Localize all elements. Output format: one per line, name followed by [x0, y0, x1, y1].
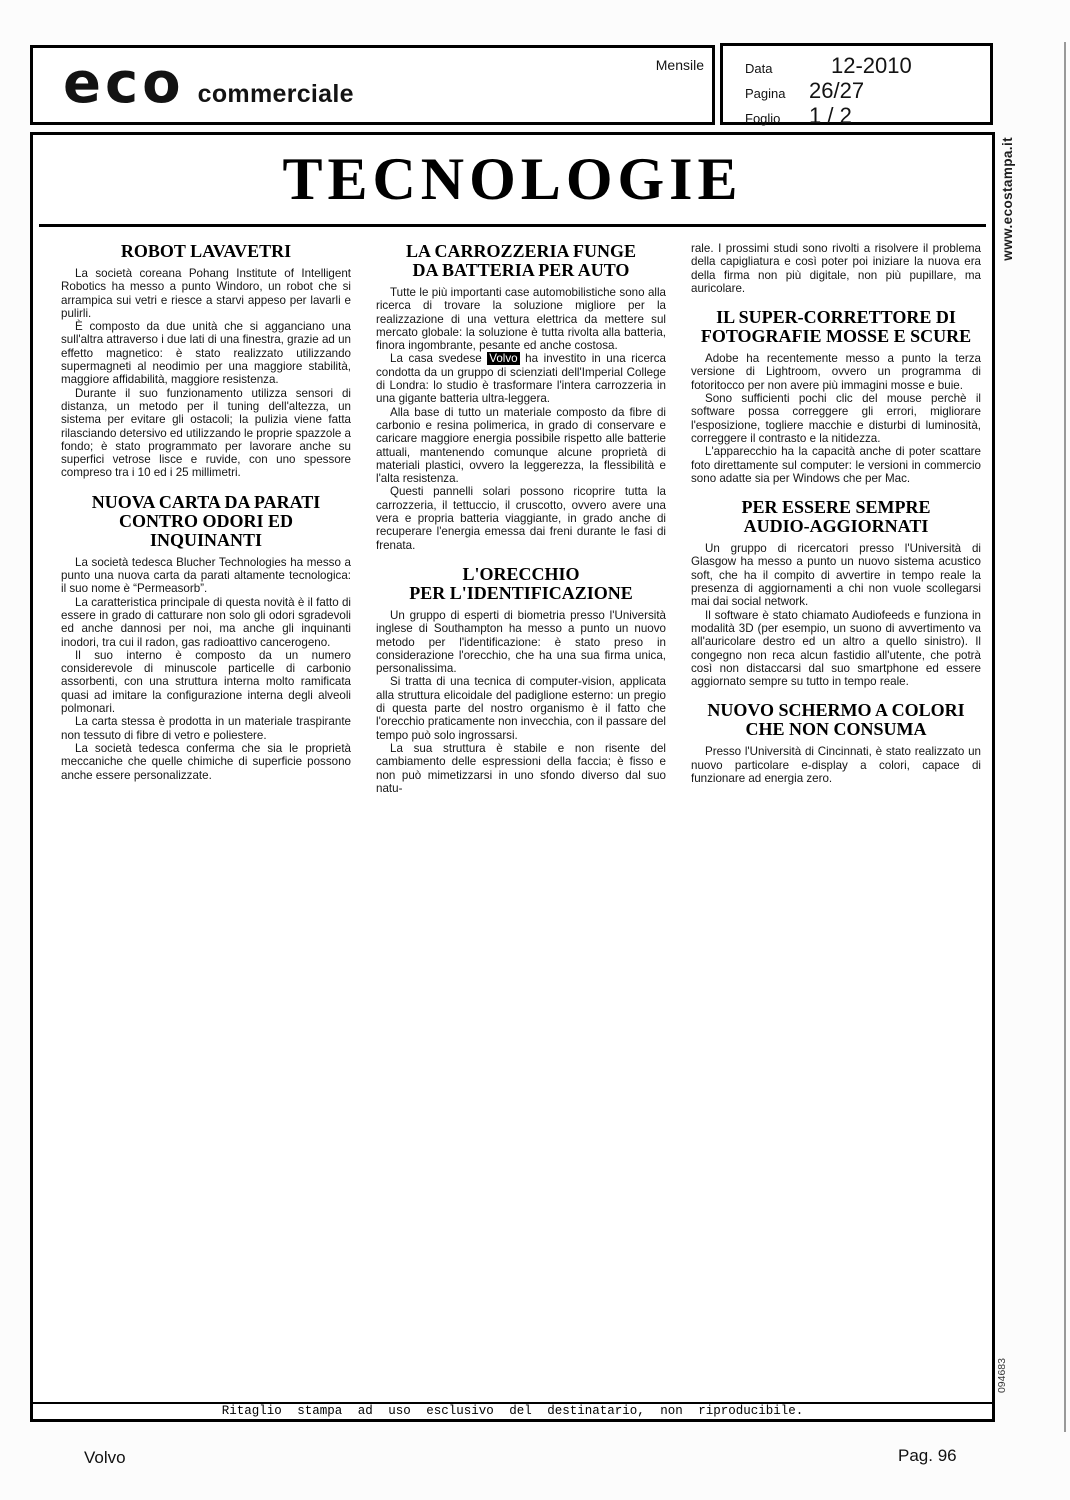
- article-paragraph: È composto da due unità che si agganciano una sull'altra attraverso i due lati di una finestra, grazie ad un effetto magnetico: è stato realizzato utilizzando supermagneti al neodimio per una maggiore stabilità, maggiore affidabilità, maggiore resistenza.: [61, 320, 351, 387]
- article-paragraph-volvo: La casa svedese Volvo ha investito in una ricerca condotta da un gruppo di scienziati dell'Imperial College di Londra: lo studio è trasformare l'intera carrozzeria in una gigante batteria ultra-leggera.: [376, 352, 667, 406]
- scan-edge-line: [1064, 42, 1066, 1432]
- article-paragraph: Il software è stato chiamato Audiofeeds e funziona in modalità 3D (per esempio, un suono di avvertimento va all'auricolare destro ed un altro a quello sinistro). Il congegno non reca alcun fastidio all'utente, che potrà così non distaccarsi dal suo smartphone ed essere aggiornato sempre su tutto in tempo reale.: [691, 608, 981, 689]
- meta-label-data: Data: [745, 61, 773, 76]
- article-paragraph: Un gruppo di esperti di biometria presso l'Università inglese di Southampton ha messo a punto un nuovo metodo per l'identificazione: è stato preso in considerazione l'orecchio, che ha una sua firma unica, personalissima.: [376, 608, 666, 676]
- article-heading: PER ESSERE SEMPRE AUDIO-AGGIORNATI: [741, 497, 931, 537]
- page-title: TECNOLOGIE: [282, 146, 743, 212]
- article-paragraph: Tutte le più importanti case automobilistiche sono alla ricerca di trovare la soluzione migliore per la realizzazione di una vettura elettrica da mettere sul mercato globale: la soluzione è tutta rivolta alla batteria, finora ingombrante, pesante ed anche costosa.: [376, 286, 666, 353]
- article-paragraph: Questi pannelli solari possono ricoprire tutta la carrozzeria, il tettuccio, il cruscotto, ovvero avere una vera e propria batteria viaggiante, in grado anche di recuperare l'energia emessa dai freni durante le fasi di frenata.: [376, 485, 666, 552]
- article-paragraph: La sua struttura è stabile e non risente del cambiamento delle espressioni della faccia; è fisso e non può mimetizzarsi in uno sfondo diverso dal suo natu-: [376, 741, 666, 795]
- article-paragraph: La società coreana Pohang Institute of Intelligent Robotics ha messo a punto Windoro, un robot che si arrampica sui vetri e riesce a starvi appeso per lavarli e pulirli.: [61, 267, 351, 320]
- periodicity-label: Mensile: [655, 57, 704, 73]
- article-paragraph: Il suo interno è composto da un numero considerevole di minuscole particelle di carbonio assorbenti, con una struttura interna molto ramificata quasi ad imitare la configurazione interna degli alveoli polmonari.: [61, 648, 351, 716]
- article-heading: IL SUPER-CORRETTORE DI FOTOGRAFIE MOSSE E SCURE: [700, 307, 972, 347]
- clipping-frame: [30, 132, 995, 1422]
- meta-row-data: [745, 53, 982, 78]
- article-paragraph: Adobe ha recentemente messo a punto la terza versione di Lightroom, ovvero un programma di fotoritocco per non avere più immagini mosse e buie.: [691, 352, 981, 392]
- eco-logo-mark: eco: [63, 51, 185, 116]
- publication-header: [30, 45, 715, 125]
- reproduction-notice: Ritaglio stampa ad uso esclusivo del destinatario, non riproducibile.: [33, 1402, 992, 1419]
- meta-value-foglio: 1 / 2: [809, 103, 852, 128]
- article-paragraph: La carta stessa è prodotta in un materiale traspirante non tessuto di fibre di vetro e poliestere.: [61, 715, 351, 742]
- article-paragraph: Si tratta di una tecnica di computer-vision, applicata alla struttura elicoidale del padiglione esterno: un pregio di questa parte del nostro organismo è il fatto che l'orecchio praticamente non invecchia, con il passare del tempo può solo ingrossarsi.: [376, 675, 666, 742]
- article-paragraph: La società tedesca conferma che sia le proprietà meccaniche che quelle chimiche di superficie possono anche essere personalizzate.: [61, 741, 351, 782]
- press-review-meta: [720, 43, 993, 128]
- footer-page-number: Pag. 96: [898, 1446, 957, 1465]
- eco-logo: [63, 51, 354, 116]
- clipping-code: 094683: [996, 1358, 1008, 1394]
- article-paragraph: Presso l'Università di Cincinnati, è stato realizzato un nuovo particolare e-display a colori, capace di funzionare ad energia zero.: [691, 745, 981, 786]
- volvo-highlight: Volvo: [489, 352, 518, 366]
- article-paragraph: La caratteristica principale di questa novità è il fatto di essere in grado di catturare non solo gli odori sgradevoli ed anche dannosi per noi, ma anche gli inquinanti inodori, tra cui il radon, gas radioattivo cancerogeno.: [61, 595, 351, 649]
- article-paragraph: L'apparecchio ha la capacità anche di poter scattare foto direttamente sul computer: le versioni in commercio sono adatte sia per Windows che per Mac.: [691, 445, 981, 485]
- article-column-3: [691, 242, 981, 795]
- meta-label-foglio: Foglio: [745, 111, 781, 126]
- article-heading: LA CARROZZERIA FUNGE DA BATTERIA PER AUTO: [405, 241, 637, 280]
- meta-label-pagina: Pagina: [745, 86, 786, 101]
- article-columns: [33, 227, 992, 795]
- meta-row-pagina: [745, 78, 982, 103]
- article-heading: L'ORECCHIO PER L'IDENTIFICAZIONE: [409, 563, 633, 603]
- meta-row-foglio: [745, 103, 982, 128]
- meta-value-pagina: 26/27: [809, 78, 865, 103]
- article-paragraph: Alla base di tutto un materiale composto da fibre di carbonio e resina polimerica, in grado di conservare e caricare maggiore energia possibile rispetto alle batterie attuali, mantenendo comunque alcune proprietà di materiali plastici, ovvero la leggerezza, la flessibilità e l'alta resistenza.: [376, 405, 666, 486]
- article-column-2: [376, 242, 666, 795]
- meta-value-data: 12-2010: [831, 53, 912, 78]
- article-column-1: [61, 242, 351, 795]
- ecostampa-watermark: www.ecostampa.it: [1000, 137, 1015, 261]
- article-paragraph: Un gruppo di ricercatori presso l'Università di Glasgow ha messo a punto un nuovo sistema acustico soft, che ha il compito di avvertire in tempo reale la presenza di aggiornamenti a chi non vuole scollegarsi mai dai social network.: [691, 542, 981, 609]
- continuation-paragraph: rale. I prossimi studi sono rivolti a risolvere il problema della capigliatura e così poter poi iniziare la nuova era della firma non più digitale, non più pupillare, ma auricolare.: [691, 242, 981, 295]
- article-heading: NUOVO SCHERMO A COLORI CHE NON CONSUMA: [707, 700, 965, 740]
- article-paragraph: Durante il suo funzionamento utilizza sensori di distanza, un metodo per il tuning dell'altezza, un sistema per evitare gli ostacoli; la pulizia viene fatta rilasciando detersivo ed utilizzando le proprie spazzole a fondo; è stato programmato per lavorare anche su superfici vetrose lisce e ruvide, con uno spessore compreso tra i 10 ed i 25 millimetri.: [61, 386, 352, 480]
- footer-client-name: Volvo: [84, 1448, 126, 1467]
- article-paragraph: Sono sufficienti pochi clic del mouse perchè il software possa correggere gli errori, migliorare l'esposizione, togliere macchie e disturbi di luminosità, correggere il contrasto e la nitidezza.: [691, 392, 981, 445]
- publication-name: commerciale: [197, 80, 354, 108]
- article-heading: NUOVA CARTA DA PARATI CONTRO ODORI ED INQUINANTI: [91, 491, 321, 550]
- article-heading: ROBOT LAVAVETRI: [120, 241, 292, 261]
- article-paragraph: La società tedesca Blucher Technologies ha messo a punto una nuova carta da parati altamente tecnologica: il suo nome è “Permeasorb”.: [61, 555, 351, 596]
